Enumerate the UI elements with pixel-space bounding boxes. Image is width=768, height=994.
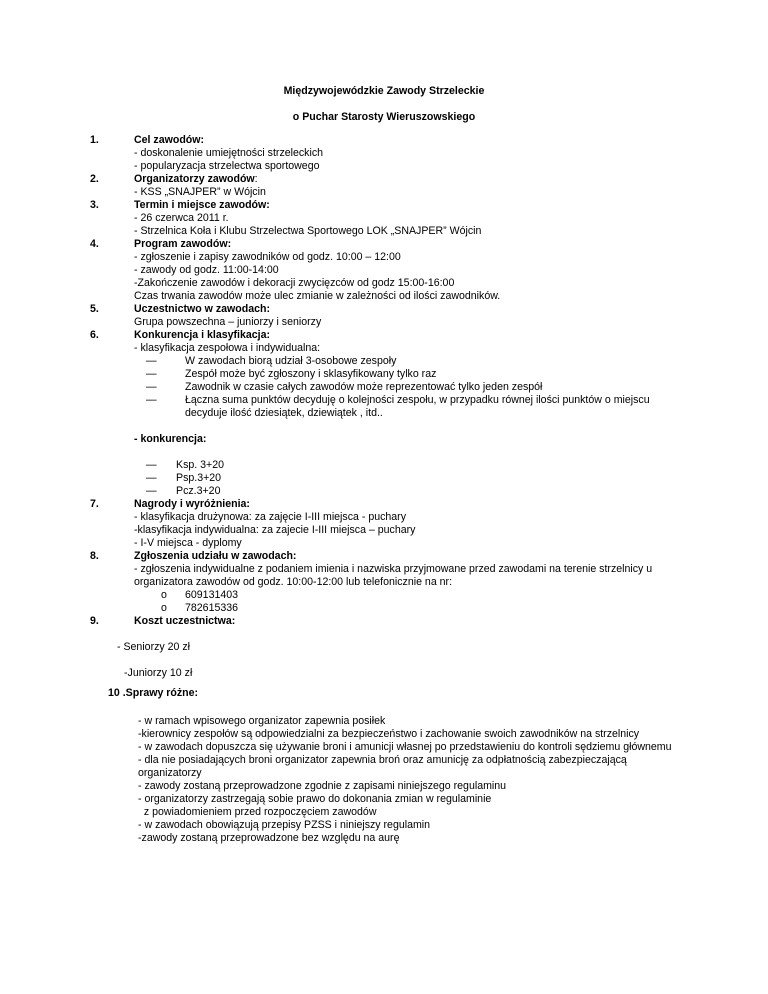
- dash-bullet-icon: —: [146, 394, 157, 406]
- section-heading: Program zawodów:: [134, 238, 232, 250]
- list-item: Psp.3+20: [176, 472, 222, 484]
- list-item: Zawodnik w czasie całych zawodów może reprezentować tylko jeden zespół: [185, 381, 543, 393]
- section-heading-row: [134, 173, 258, 186]
- text-line: - doskonalenie umiejętności strzeleckich: [134, 147, 324, 159]
- text-line: - klasyfikacja zespołowa i indywidualna:: [134, 342, 321, 354]
- section-heading: Nagrody i wyróżnienia:: [134, 498, 250, 510]
- text-line: -Juniorzy 10 zł: [124, 667, 193, 679]
- dash-bullet-icon: —: [146, 485, 157, 497]
- text-line: -klasyfikacja indywidualna: za zajecie I-III miejsca – puchary: [134, 524, 416, 536]
- text-line: - w zawodach dopuszcza się używanie broni i amunicji własnej po przedstawieniu do kontroli sędziemu głównemu: [138, 741, 672, 753]
- text-line: z powiadomieniem przed rozpoczęciem zawodów: [138, 806, 377, 818]
- list-item-continuation: decyduje ilość dziesiątek, dziewiątek , itd..: [185, 407, 383, 419]
- section-number: 3.: [90, 199, 99, 211]
- text-line: - I-V miejsca - dyplomy: [134, 537, 242, 549]
- text-line: - w zawodach obowiązują przepisy PZSS i niniejszy regulamin: [138, 819, 431, 831]
- list-item: Pcz.3+20: [176, 485, 221, 497]
- text-line: - zawody zostaną przeprowadzone zgodnie z zapisami niniejszego regulaminu: [138, 780, 507, 792]
- circle-bullet-icon: o: [161, 589, 167, 601]
- text-line: Czas trwania zawodów może ulec zmianie w zależności od ilości zawodników.: [134, 290, 501, 302]
- list-item: W zawodach biorą udział 3-osobowe zespoły: [185, 355, 397, 367]
- dash-bullet-icon: —: [146, 368, 157, 380]
- text-line: -Zakończenie zawodów i dekoracji zwycięzców od godz 15:00-16:00: [134, 277, 455, 289]
- section-number: 1.: [90, 134, 99, 146]
- text-line: - zgłoszenie i zapisy zawodników od godz. 10:00 – 12:00: [134, 251, 401, 263]
- dash-bullet-icon: —: [146, 459, 157, 471]
- document-title: Międzywojewódzkie Zawody Strzeleckie: [283, 85, 485, 97]
- section-heading: Zgłoszenia udziału w zawodach:: [134, 550, 297, 562]
- section-heading: Organizatorzy zawodów: [134, 173, 255, 185]
- text-line: organizatorzy: [138, 767, 202, 779]
- document-subtitle: o Puchar Starosty Wieruszowskiego: [292, 111, 476, 123]
- text-line: - Seniorzy 20 zł: [117, 641, 191, 653]
- circle-bullet-icon: o: [161, 602, 167, 614]
- text-line: - zgłoszenia indywidualne z podaniem imienia i nazwiska przyjmowane przed zawodami na terenie strzelnicy u: [134, 563, 653, 575]
- text-line: - w ramach wpisowego organizator zapewnia posiłek: [138, 715, 386, 727]
- subheading-konkurencja: - konkurencja:: [134, 433, 207, 445]
- list-item: Zespół może być zgłoszony i sklasyfikowany tylko raz: [185, 368, 437, 380]
- section-heading: Termin i miejsce zawodów:: [134, 199, 270, 211]
- section-heading: Koszt uczestnictwa:: [134, 615, 236, 627]
- dash-bullet-icon: —: [146, 355, 157, 367]
- phone-number: 609131403: [185, 589, 239, 601]
- text-line: - Strzelnica Koła i Klubu Strzelectwa Sportowego LOK „SNAJPER” Wójcin: [134, 225, 482, 237]
- text-line: -kierownicy zespołów są odpowiedzialni za bezpieczeństwo i zachowanie swoich zawodników na strzelnicy: [138, 728, 640, 740]
- text-line: Grupa powszechna – juniorzy i seniorzy: [134, 316, 322, 328]
- dash-bullet-icon: —: [146, 472, 157, 484]
- text-line: - zawody od godz. 11:00-14:00: [134, 264, 279, 276]
- text-line: - 26 czerwca 2011 r.: [134, 212, 229, 224]
- phone-number: 782615336: [185, 602, 239, 614]
- section-heading: Cel zawodów:: [134, 134, 205, 146]
- text-line: - dla nie posiadających broni organizator zapewnia broń oraz amunicję za odpłatnością zabezpieczającą: [138, 754, 627, 766]
- text-line: - KSS „SNAJPER” w Wójcin: [134, 186, 266, 198]
- text-line: - organizatorzy zastrzegają sobie prawo do dokonania zmian w regulaminie: [138, 793, 492, 805]
- text-line: -zawody zostaną przeprowadzone bez względu na aurę: [138, 832, 400, 844]
- section-number: 4.: [90, 238, 99, 250]
- section-heading: 10 .Sprawy różne:: [108, 687, 199, 699]
- list-item: Ksp. 3+20: [176, 459, 225, 471]
- list-item: Łączna suma punktów decyduję o kolejności zespołu, w przypadku równej ilości punktów o miejscu: [185, 394, 650, 406]
- section-number: 9.: [90, 615, 99, 627]
- section-number: 7.: [90, 498, 99, 510]
- dash-bullet-icon: —: [146, 381, 157, 393]
- section-heading: Uczestnictwo w zawodach:: [134, 303, 270, 315]
- section-heading: Konkurencja i klasyfikacja:: [134, 329, 271, 341]
- section-number: 8.: [90, 550, 99, 562]
- section-number: 6.: [90, 329, 99, 341]
- text-line: - klasyfikacja drużynowa: za zajęcie I-III miejsca - puchary: [134, 511, 407, 523]
- heading-colon: :: [254, 173, 258, 185]
- section-number: 5.: [90, 303, 99, 315]
- text-line: organizatora zawodów od godz. 10:00-12:00 lub telefonicznie na nr:: [134, 576, 453, 588]
- text-line: - popularyzacja strzelectwa sportowego: [134, 160, 320, 172]
- section-number: 2.: [90, 173, 99, 185]
